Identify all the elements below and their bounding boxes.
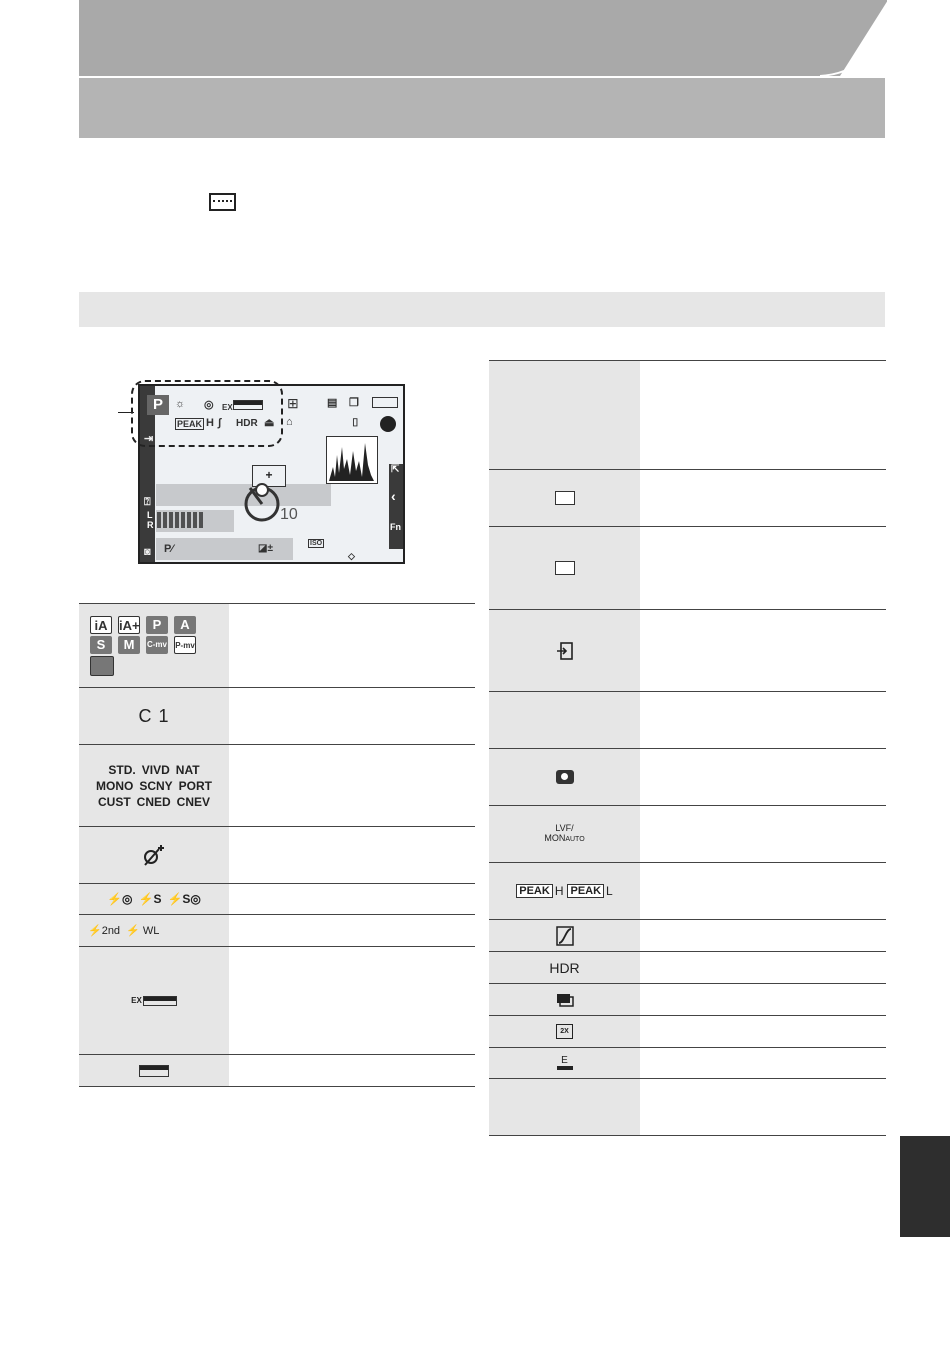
table-row: [79, 688, 475, 745]
table-row: [489, 984, 886, 1016]
flash-redeye-icon: ⚡◎: [107, 892, 133, 906]
screen-right-strip: [389, 464, 403, 549]
table-row: [489, 749, 886, 806]
histogram-graph: [327, 437, 376, 482]
drive-icon: ❐: [349, 397, 359, 409]
photo-style-icons: [79, 745, 229, 826]
table-row: [489, 1048, 886, 1079]
filter-effect-cell: [79, 827, 229, 883]
section-bar: [79, 292, 885, 327]
aspect-ratio-icon: [139, 1065, 169, 1077]
audio-level-meter: [157, 512, 203, 528]
mode-ia-icon: iA: [90, 616, 112, 634]
auto-label: AUTO: [565, 836, 585, 843]
mode-ia-plus-icon: iA+: [119, 617, 140, 633]
style-cust-icon: CUST: [97, 794, 131, 809]
peak-l-badge: PEAK: [567, 884, 604, 898]
style-scny-icon: SCNY: [139, 778, 173, 793]
empty-icon-cell: [489, 361, 640, 469]
lvf-label: LVF/: [555, 823, 574, 833]
battery-icon: [372, 397, 398, 408]
e-shutter-icon: ⏏: [264, 417, 275, 429]
screen-peak-level: H: [206, 417, 214, 429]
hdr-cell: [489, 952, 640, 983]
lvf-mon-label: [544, 833, 584, 845]
table-row: [79, 1055, 475, 1087]
side-tab: [900, 1136, 950, 1237]
screen-ex-label: EX: [222, 403, 233, 412]
frame-count: 10: [280, 506, 298, 523]
style-mono-icon: MONO: [95, 778, 134, 793]
e-shutter-cell: [489, 1048, 640, 1078]
style-std-icon: STD.: [108, 762, 136, 777]
aperture-icon: ◇: [348, 551, 355, 561]
right-icon-table: [489, 360, 886, 1066]
mic-icon: ⍰: [144, 496, 151, 508]
mode-p-icon: P: [146, 616, 168, 634]
table-row: [79, 915, 475, 947]
af-area-frame: +: [252, 465, 286, 487]
grid-icon: ⊞: [287, 395, 299, 411]
filter-icon: ◎: [204, 399, 214, 411]
digital-zoom-icon: 2X: [556, 1024, 573, 1039]
mode-m-icon: M: [118, 636, 140, 654]
card-in-icon: [557, 642, 573, 660]
custom-mode-label: C 1: [138, 705, 170, 726]
header-bottom-band: [79, 78, 885, 138]
curve-cell: [489, 920, 640, 951]
level-r-label: R: [147, 520, 154, 530]
p-edit-icon: P⁄: [164, 543, 174, 555]
level-l-label: L: [147, 510, 153, 520]
left-icon-table: [79, 603, 475, 1005]
ex-label: EX: [131, 996, 142, 1005]
photo-style-icon: ☼: [175, 398, 186, 410]
ex-aspect-icon: [143, 996, 177, 1006]
table-row: [79, 827, 475, 884]
e-shutter-icon: [557, 1066, 573, 1070]
peak-h-badge: PEAK: [516, 884, 553, 898]
table-row: [489, 470, 886, 527]
focus-source-cell: [489, 610, 640, 691]
style-vivd-icon: VIVD: [141, 762, 170, 777]
flash-sync-cell: [79, 915, 229, 946]
flash-wireless-icon: ⚡ WL: [126, 925, 160, 937]
touch-icon: ⇱: [391, 464, 400, 475]
peak-h-level: H: [554, 884, 564, 898]
lvf-cell: [489, 806, 640, 862]
flash-slow-redeye-icon: ⚡S◎: [167, 892, 201, 906]
blank-frame-icon: [555, 491, 575, 505]
frame-icon-cell: [489, 527, 640, 609]
style-nat-icon: NAT: [175, 762, 200, 777]
frame-icon-cell: [489, 470, 640, 526]
aspect-cell: [79, 1055, 229, 1086]
photo-cam-icon: ◙: [144, 546, 151, 558]
table-row: [489, 1016, 886, 1048]
mode-creative-movie-icon: C-mv: [146, 636, 168, 654]
peak-l-level: L: [606, 884, 613, 898]
table-row: [79, 604, 475, 688]
hdr-label: HDR: [549, 959, 580, 976]
table-row: [489, 920, 886, 952]
ex-tele-cell: [79, 947, 229, 1054]
record-dot-icon: [380, 416, 396, 432]
e-label: E: [561, 1055, 568, 1066]
table-row: [489, 863, 886, 920]
header-corner: [820, 0, 910, 80]
mode-p-movie-icon: P-mv: [174, 636, 196, 654]
empty-icon-cell: [489, 1079, 640, 1135]
mon-label: MON: [544, 833, 566, 843]
style-cnev-icon: CNEV: [176, 794, 211, 809]
table-row: [489, 952, 886, 984]
table-row: [79, 745, 475, 827]
mode-a-icon: A: [174, 616, 196, 634]
mult-exposure-icon: ⌂: [286, 416, 293, 428]
camera-cell: [489, 749, 640, 805]
multi-exposure-icon: [556, 993, 574, 1007]
stabilizer-icon: ⌷: [352, 417, 359, 429]
zoom-cell: [489, 1016, 640, 1047]
screen-peak-label: PEAK: [177, 419, 203, 429]
screen-iso-label: ISO: [310, 540, 323, 547]
fn-button-label: Fn: [390, 522, 401, 532]
table-row: [489, 610, 886, 692]
exposure-comp-icon: ◪±: [258, 543, 273, 554]
callout-line: [118, 412, 134, 413]
dashed-callout-box: [131, 380, 283, 447]
multi-exposure-cell: [489, 984, 640, 1015]
blank-frame-icon: [555, 561, 575, 575]
custom-icon-cell: [79, 688, 229, 744]
screen-mode-indicator: P: [147, 395, 169, 415]
focus-source-icon: ⇥: [144, 433, 154, 445]
table-row: [489, 692, 886, 749]
tone-curve-icon: [556, 926, 574, 946]
mode-scene-icon: [90, 656, 114, 676]
table-row: [489, 527, 886, 610]
table-row: [489, 361, 886, 470]
card-icon: ▤: [327, 397, 338, 409]
flash-mode-cell: [79, 884, 229, 914]
camera-icon: [556, 770, 574, 784]
mode-s-icon: S: [90, 636, 112, 654]
table-row: [79, 947, 475, 1055]
table-row: [489, 1079, 886, 1136]
mode-icons: [79, 604, 229, 687]
peaking-cell: [489, 863, 640, 919]
film-frame-icon: [209, 193, 236, 211]
touch-tab-icon: ‹: [391, 488, 396, 504]
curve-icon: ∫: [218, 417, 222, 429]
screen-hdr-label: HDR: [236, 418, 258, 429]
filter-effect-icon: [141, 843, 167, 867]
flash-2nd-icon: ⚡2nd: [88, 925, 121, 937]
table-row: [79, 884, 475, 915]
style-port-icon: PORT: [178, 778, 213, 793]
header-top-band: [79, 0, 887, 76]
flash-slow-icon: ⚡S: [138, 892, 162, 906]
empty-icon-cell: [489, 692, 640, 748]
table-row: [489, 806, 886, 863]
style-cned-icon: CNED: [136, 794, 171, 809]
histogram: [326, 436, 378, 484]
